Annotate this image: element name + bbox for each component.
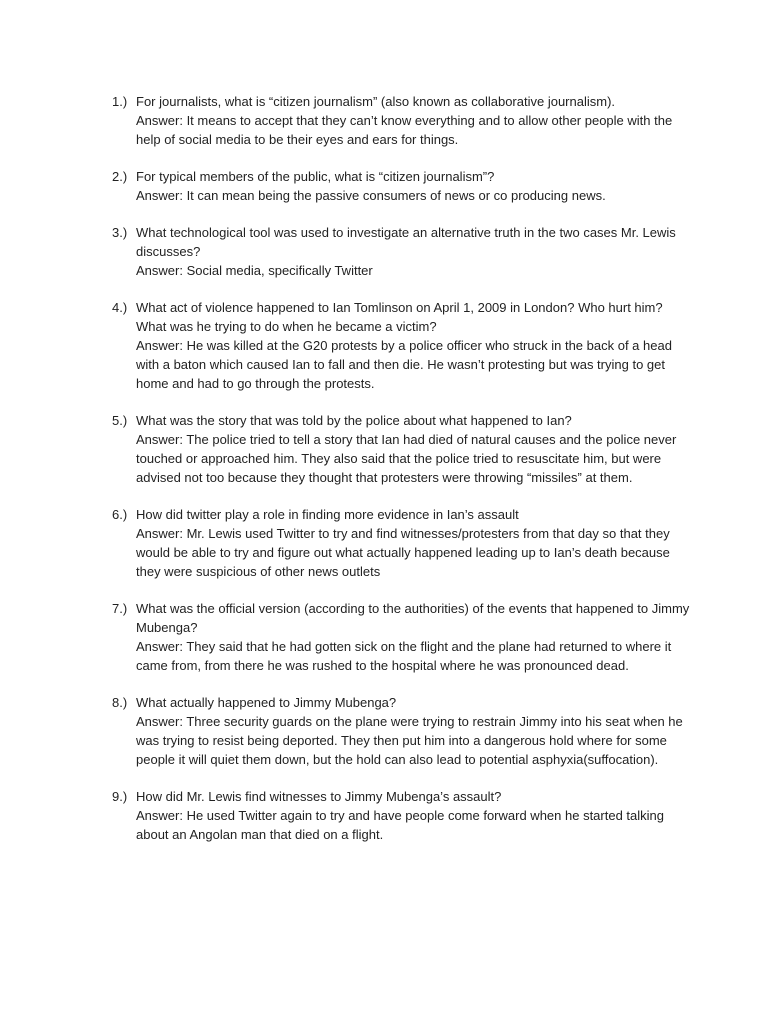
answer-text: Answer: It means to accept that they can’t know everything and to allow other people with the help of social media to be their eyes and ears for things. — [136, 113, 673, 147]
question-number: 8.) — [112, 695, 128, 710]
answer-text: Answer: Mr. Lewis used Twitter to try and find witnesses/protesters from that day so that they would be able to try and figure out what actually happened leading up to Ian’s death because they were suspicious of other news outlets — [136, 526, 670, 579]
qa-body — [136, 693, 692, 769]
answer-text: Answer: He was killed at the G20 protests by a police officer who struck in the back of a head with a baton which caused Ian to fall and then die. He wasn’t protesting but was trying to get home and had to go through the protests. — [136, 338, 672, 391]
question-number: 1.) — [112, 94, 128, 109]
question-number: 2.) — [112, 169, 128, 184]
answer-text: Answer: The police tried to tell a story that Ian had died of natural causes and the police never touched or approached him. They also said that the police tried to resuscitate him, but were advised not too because they thought that protesters were throwing “missiles” at them. — [136, 432, 677, 485]
answer-text: Answer: They said that he had gotten sick on the flight and the plane had returned to where it came from, from there he was rushed to the hospital where he was pronounced dead. — [136, 639, 672, 673]
answer-text: Answer: He used Twitter again to try and have people come forward when he started talking about an Angolan man that died on a flight. — [136, 808, 664, 842]
qa-item-5 — [112, 411, 692, 487]
qa-body — [136, 298, 692, 393]
question-number: 6.) — [112, 507, 128, 522]
question-text: How did twitter play a role in finding more evidence in Ian’s assault — [136, 507, 519, 522]
question-number: 4.) — [112, 300, 128, 315]
qa-item-9 — [112, 787, 692, 844]
question-text: For journalists, what is “citizen journalism” (also known as collaborative journalism). — [136, 94, 616, 109]
qa-body — [136, 92, 692, 149]
qa-item-2 — [112, 167, 692, 205]
question-text: What act of violence happened to Ian Tomlinson on April 1, 2009 in London? Who hurt him? What was he trying to do when he became a victim? — [136, 300, 663, 334]
question-text: What was the story that was told by the police about what happened to Ian? — [136, 413, 572, 428]
qa-body — [136, 505, 692, 581]
qa-item-1 — [112, 92, 692, 149]
qa-item-3 — [112, 223, 692, 280]
qa-body — [136, 167, 692, 205]
qa-body — [136, 223, 692, 280]
answer-text: Answer: Social media, specifically Twitter — [136, 263, 373, 278]
question-number: 3.) — [112, 225, 128, 240]
qa-body — [136, 599, 692, 675]
question-text: What actually happened to Jimmy Mubenga? — [136, 695, 397, 710]
question-text: What was the official version (according to the authorities) of the events that happened to Jimmy Mubenga? — [136, 601, 690, 635]
qa-list — [112, 92, 692, 862]
question-number: 7.) — [112, 601, 128, 616]
qa-body — [136, 411, 692, 487]
question-text: How did Mr. Lewis find witnesses to Jimmy Mubenga’s assault? — [136, 789, 502, 804]
qa-item-6 — [112, 505, 692, 581]
qa-item-4 — [112, 298, 692, 393]
answer-text: Answer: Three security guards on the plane were trying to restrain Jimmy into his seat when he was trying to resist being deported. They then put him into a dangerous hold where for some people it will quiet them down, but the hold can also lead to potential asphyxia(suffocation). — [136, 714, 683, 767]
question-text: For typical members of the public, what is “citizen journalism”? — [136, 169, 495, 184]
question-number: 5.) — [112, 413, 128, 428]
answer-text: Answer: It can mean being the passive consumers of news or co producing news. — [136, 188, 606, 203]
qa-item-8 — [112, 693, 692, 769]
qa-item-7 — [112, 599, 692, 675]
question-text: What technological tool was used to investigate an alternative truth in the two cases Mr. Lewis discusses? — [136, 225, 676, 259]
qa-body — [136, 787, 692, 844]
question-number: 9.) — [112, 789, 128, 804]
